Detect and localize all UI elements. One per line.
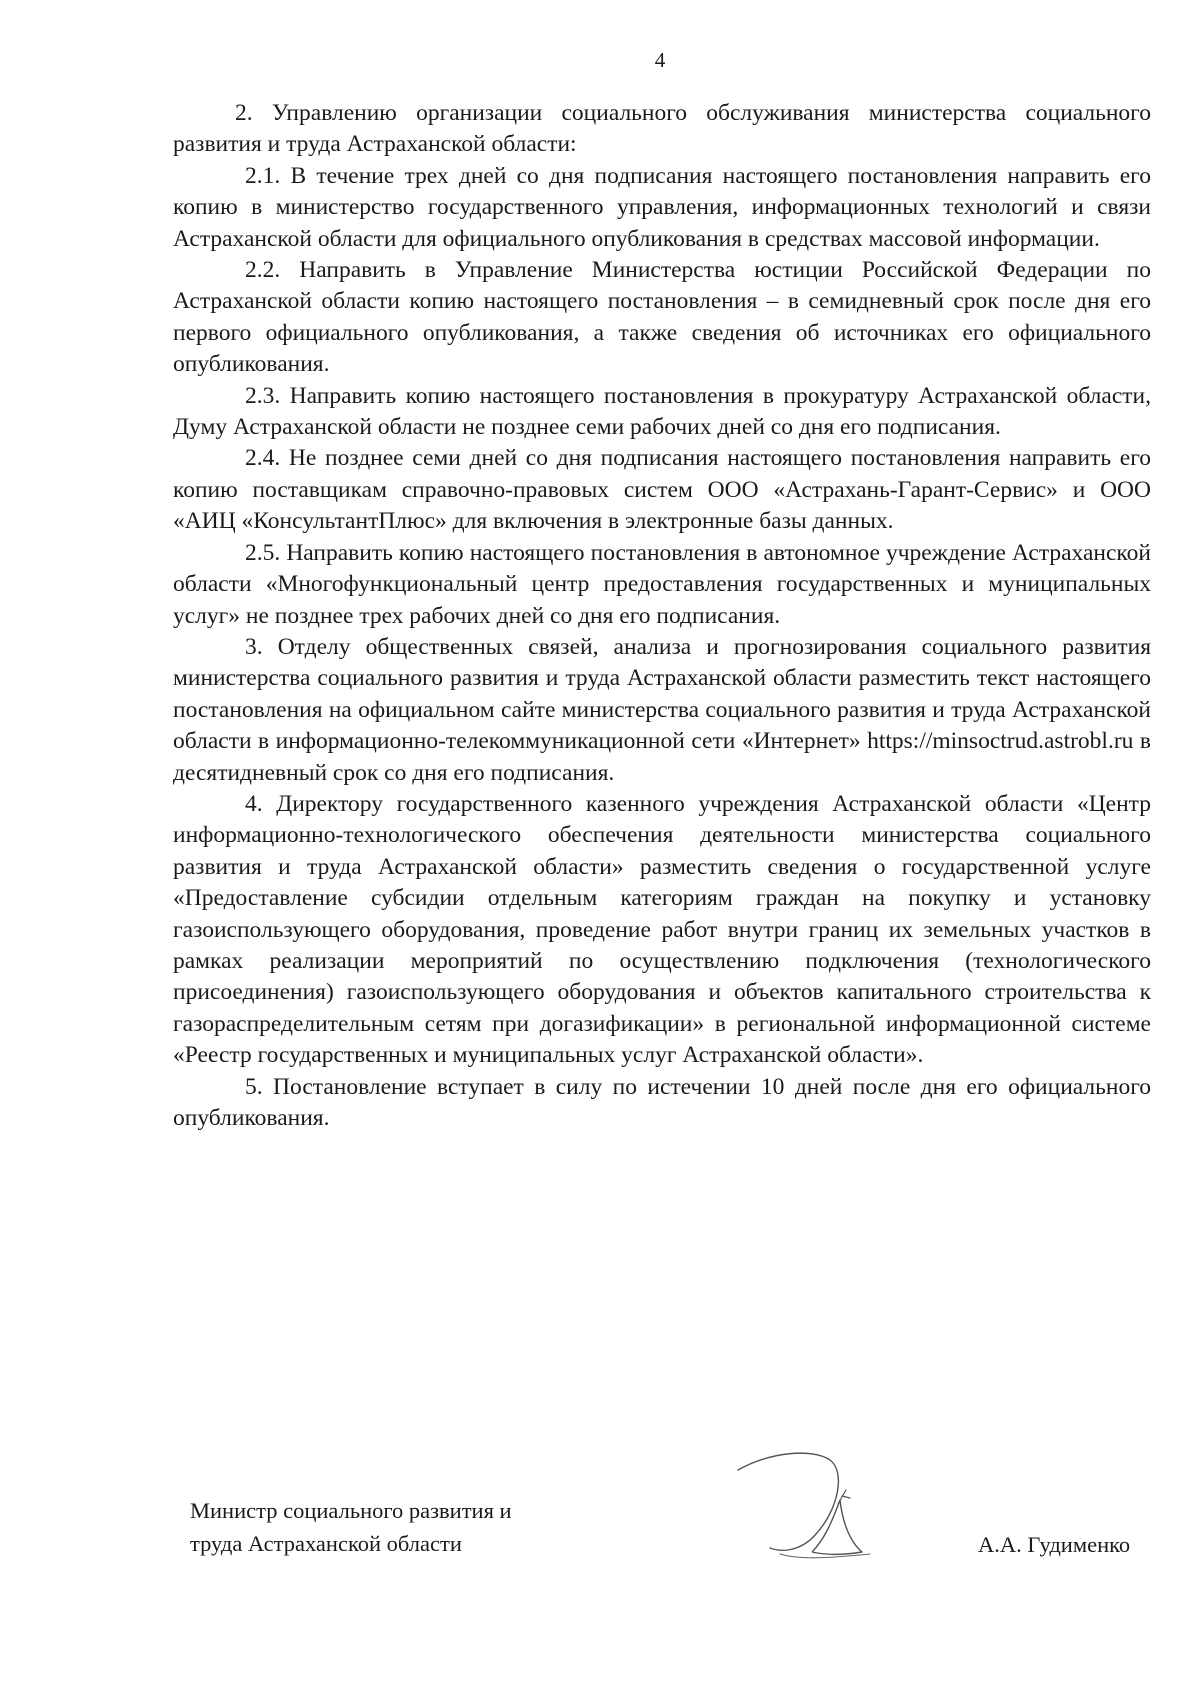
paragraph-5: 5. Постановление вступает в силу по истечении 10 дней после дня его официального опубликования. — [173, 1073, 1151, 1131]
paragraph-2: 2. Управлению организации социального обслуживания министерства социального развития и труда Астраханской области: — [173, 100, 1151, 158]
paragraph-3: 3. Отделу общественных связей, анализа и прогнозирования социального развития министерства социального развития и труда Астраханской области разместить текст настоящего постановления на официальном сайте министерства социального развития и труда Астраханской области в информационно-телекоммуникационной сети «Интернет» https://minsoctrud.astrobl.ru в десятидневный срок со дня его подписания. — [173, 633, 1151, 786]
signer-position-line-1: Министр социального развития и — [190, 1498, 512, 1523]
signer-name: А.А. Гудименко — [978, 1532, 1131, 1557]
document-body — [173, 98, 1151, 1134]
signer-position-line-2: труда Астраханской области — [190, 1531, 462, 1556]
paragraph-2-1: 2.1. В течение трех дней со дня подписания настоящего постановления направить его копию в министерство государственного управления, информационных технологий и связи Астраханской области для официального опубликования в средствах массовой информации. — [173, 162, 1151, 252]
page-number: 4 — [654, 48, 666, 72]
signer-position — [190, 1494, 512, 1560]
paragraph-4: 4. Директору государственного казенного учреждения Астраханской области «Центр информационно-технологического обеспечения деятельности министерства социального развития и труда Астраханской области» разместить сведения о государственной услуге «Предоставление субсидии отдельным категориям граждан на покупку и установку газоиспользующего оборудования, проведение работ внутри границ их земельных участков в рамках реализации мероприятий по осуществлению подключения (технологического присоединения) газоиспользующего оборудования и объектов капитального строительства к газораспределительным сетям при догазификации» в региональной информационной системе «Реестр государственных и муниципальных услуг Астраханской области». — [173, 790, 1151, 1069]
paragraph-2-2: 2.2. Направить в Управление Министерства юстиции Российской Федерации по Астраханской области копию настоящего постановления – в семидневный срок после дня его первого официального опубликования, а также сведения об источниках его официального опубликования. — [173, 257, 1151, 378]
handwritten-signature — [720, 1430, 900, 1580]
paragraph-2-3: 2.3. Направить копию настоящего постановления в прокуратуру Астраханской области, Думу Астраханской области не позднее семи рабочих дней со дня его подписания. — [173, 382, 1151, 441]
paragraph-2-4: 2.4. Не позднее семи дней со дня подписания настоящего постановления направить его копию поставщикам справочно-правовых систем ООО «Астрахань-Гарант-Сервис» и ООО «АИЦ «КонсультантПлюс» для включения в электронные базы данных. — [173, 445, 1151, 535]
paragraph-2-5: 2.5. Направить копию настоящего постановления в автономное учреждение Астраханской области «Многофункциональный центр предоставления государственных и муниципальных услуг» не позднее трех рабочих дней со дня его подписания. — [173, 539, 1151, 629]
